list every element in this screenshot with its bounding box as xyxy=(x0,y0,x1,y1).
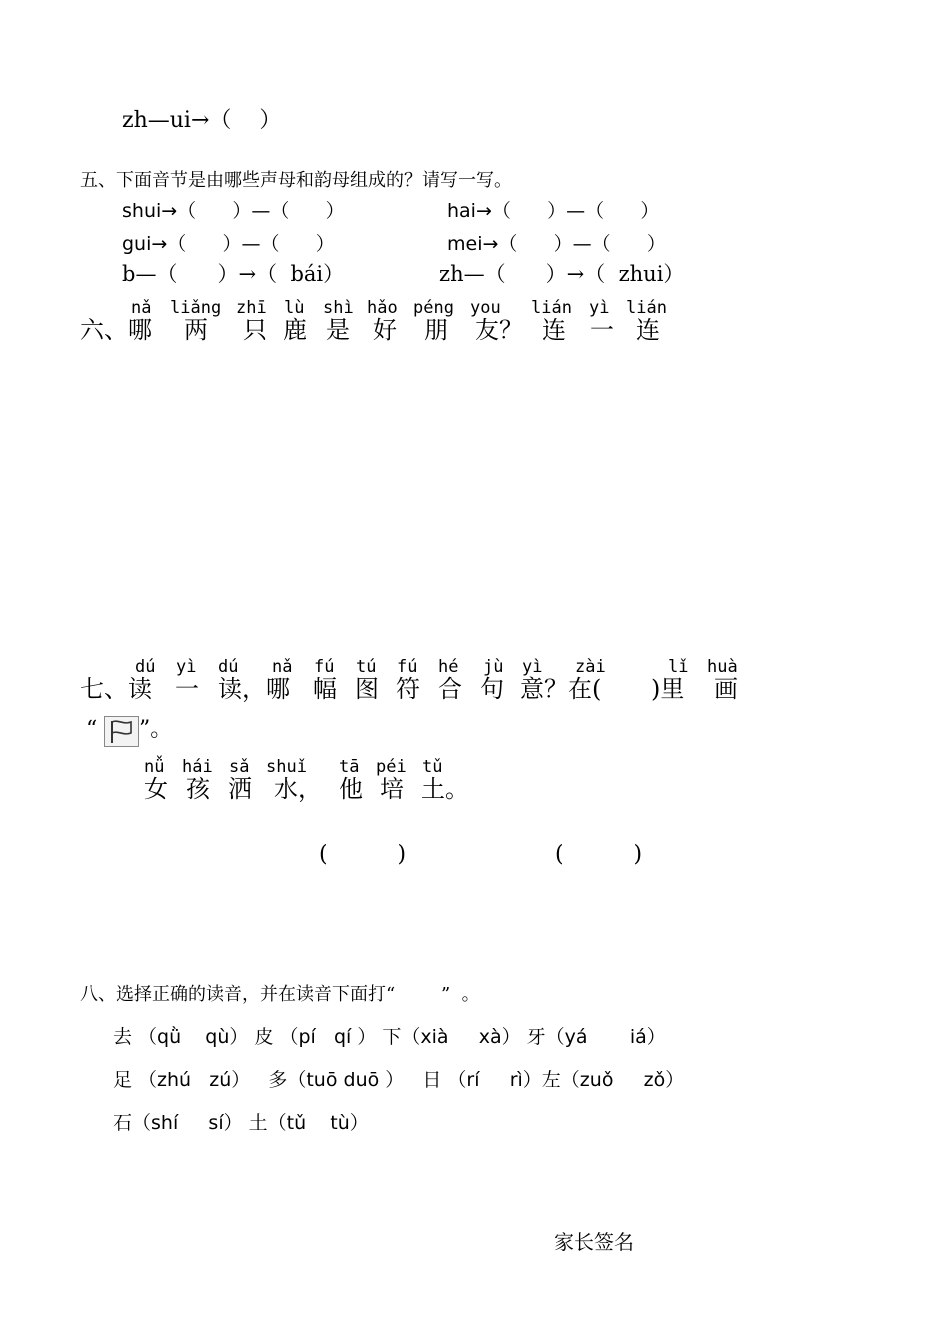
s7-char: 合 xyxy=(438,675,462,703)
s6-char: 一 xyxy=(590,316,614,344)
s7-pinyin: jù xyxy=(483,657,504,677)
s7-pinyin: huà xyxy=(707,657,738,677)
s7-sentence-pinyin xyxy=(0,759,950,779)
s7-pinyin: hé xyxy=(438,657,459,677)
s7-sent-pinyin: tǔ xyxy=(422,757,443,777)
section-5-title: 五、下面音节是由哪些声母和韵母组成的？请写一写。 xyxy=(80,170,512,191)
s7-pinyin: tú xyxy=(356,657,377,677)
s7-pinyin: dú xyxy=(218,657,239,677)
s7-sent-char: 洒 xyxy=(228,775,252,803)
s6-pinyin: lián xyxy=(626,298,667,318)
s6-char: 鹿 xyxy=(283,316,307,344)
flag-icon xyxy=(104,716,139,747)
s7-sent-char: 水， xyxy=(274,775,322,803)
s6-char: 好 xyxy=(373,316,397,344)
s7-pinyin: fú xyxy=(314,657,335,677)
s7-sentence xyxy=(0,777,950,807)
s6-char: 六、哪 xyxy=(80,316,152,344)
s7-pinyin: fú xyxy=(397,657,418,677)
s7-char: )里 xyxy=(651,675,685,703)
s6-char: 友？ xyxy=(475,316,523,344)
s8-line-1: 去 （qǜ qù） 皮 （pí qí ） 下（xià xà） 牙（yá iá） xyxy=(113,1026,666,1048)
s8-line-3: 石（shí sí） 土（tǔ tù） xyxy=(113,1112,369,1134)
s7-heading xyxy=(0,677,950,707)
s7-sent-char: 土。 xyxy=(421,775,469,803)
parent-signature-label: 家长签名 xyxy=(554,1230,634,1254)
s6-pinyin: zhī xyxy=(236,298,267,318)
s5-row1-right: hai→（ ）—（ ） xyxy=(447,200,660,222)
s6-char: 连 xyxy=(636,316,660,344)
s6-pinyin: hǎo xyxy=(367,298,398,318)
s5-row1-left: shui→（ ）—（ ） xyxy=(122,200,345,222)
s5-row3-right: zh—（ ）→（ zhui） xyxy=(439,262,685,286)
s7-char: 读，哪 xyxy=(218,675,290,703)
s7-pinyin: lǐ xyxy=(668,657,689,677)
s7-char: 符 xyxy=(396,675,420,703)
section-8-title: 八、选择正确的读音，并在读音下面打“ ” 。 xyxy=(80,984,480,1005)
s6-pinyin: lián xyxy=(531,298,572,318)
s6-pinyin: lù xyxy=(284,298,305,318)
s6-char: 朋 xyxy=(424,316,448,344)
s6-pinyin: nǎ xyxy=(131,298,152,318)
s7-char: 句 xyxy=(480,675,504,703)
s6-pinyin: you xyxy=(470,298,501,318)
s6-char: 只 xyxy=(243,316,267,344)
s7-sent-char: 他 xyxy=(339,775,363,803)
s7-sent-char: 女 xyxy=(144,775,168,803)
s7-pinyin: nǎ xyxy=(272,657,293,677)
s6-char: 两 xyxy=(184,316,208,344)
s5-row2-right: mei→（ ）—（ ） xyxy=(447,233,666,255)
s7-sent-pinyin: péi xyxy=(376,757,407,777)
s7-char: 七、读 xyxy=(80,675,152,703)
s7-sent-pinyin: sǎ xyxy=(229,757,250,777)
flag-open-quote: “ xyxy=(86,717,98,742)
s7-sent-pinyin: tā xyxy=(339,757,360,777)
s7-sent-char: 孩 xyxy=(186,775,210,803)
s7-pinyin: dú xyxy=(135,657,156,677)
s7-char: 图 xyxy=(355,675,379,703)
flag-close-quote: ”。 xyxy=(139,717,173,742)
top-line: zh—ui→（ ） xyxy=(122,108,282,133)
s6-pinyin: shì xyxy=(323,298,354,318)
s6-pinyin: liǎng xyxy=(170,298,222,318)
s6-heading xyxy=(0,318,950,348)
s7-pinyin: yì xyxy=(176,657,197,677)
answer-bracket-2[interactable]: ( ) xyxy=(555,842,643,867)
answer-bracket-1[interactable]: ( ) xyxy=(319,842,407,867)
s7-char: 画 xyxy=(714,675,738,703)
s6-pinyin: yì xyxy=(589,298,610,318)
s6-char: 连 xyxy=(542,316,566,344)
s5-row2-left: gui→（ ）—（ ） xyxy=(122,233,335,255)
s8-line-2: 足 （zhú zú） 多（tuō duō ） 日 （rí rì）左（zuǒ zǒ） xyxy=(113,1069,685,1091)
s7-char: 意？在( xyxy=(520,675,602,703)
s7-pinyin: yì xyxy=(522,657,543,677)
s6-pinyin: péng xyxy=(413,298,454,318)
s7-sent-pinyin: hái xyxy=(182,757,213,777)
s5-row3-left: b—（ ）→（ bái） xyxy=(122,262,345,286)
s7-sent-pinyin: nǚ xyxy=(144,757,165,777)
s7-sent-char: 培 xyxy=(380,775,404,803)
s7-char: 幅 xyxy=(313,675,337,703)
s7-sent-pinyin: shuǐ xyxy=(266,757,307,777)
s7-char: 一 xyxy=(175,675,199,703)
s6-char: 是 xyxy=(326,316,350,344)
s7-pinyin: zài xyxy=(575,657,606,677)
